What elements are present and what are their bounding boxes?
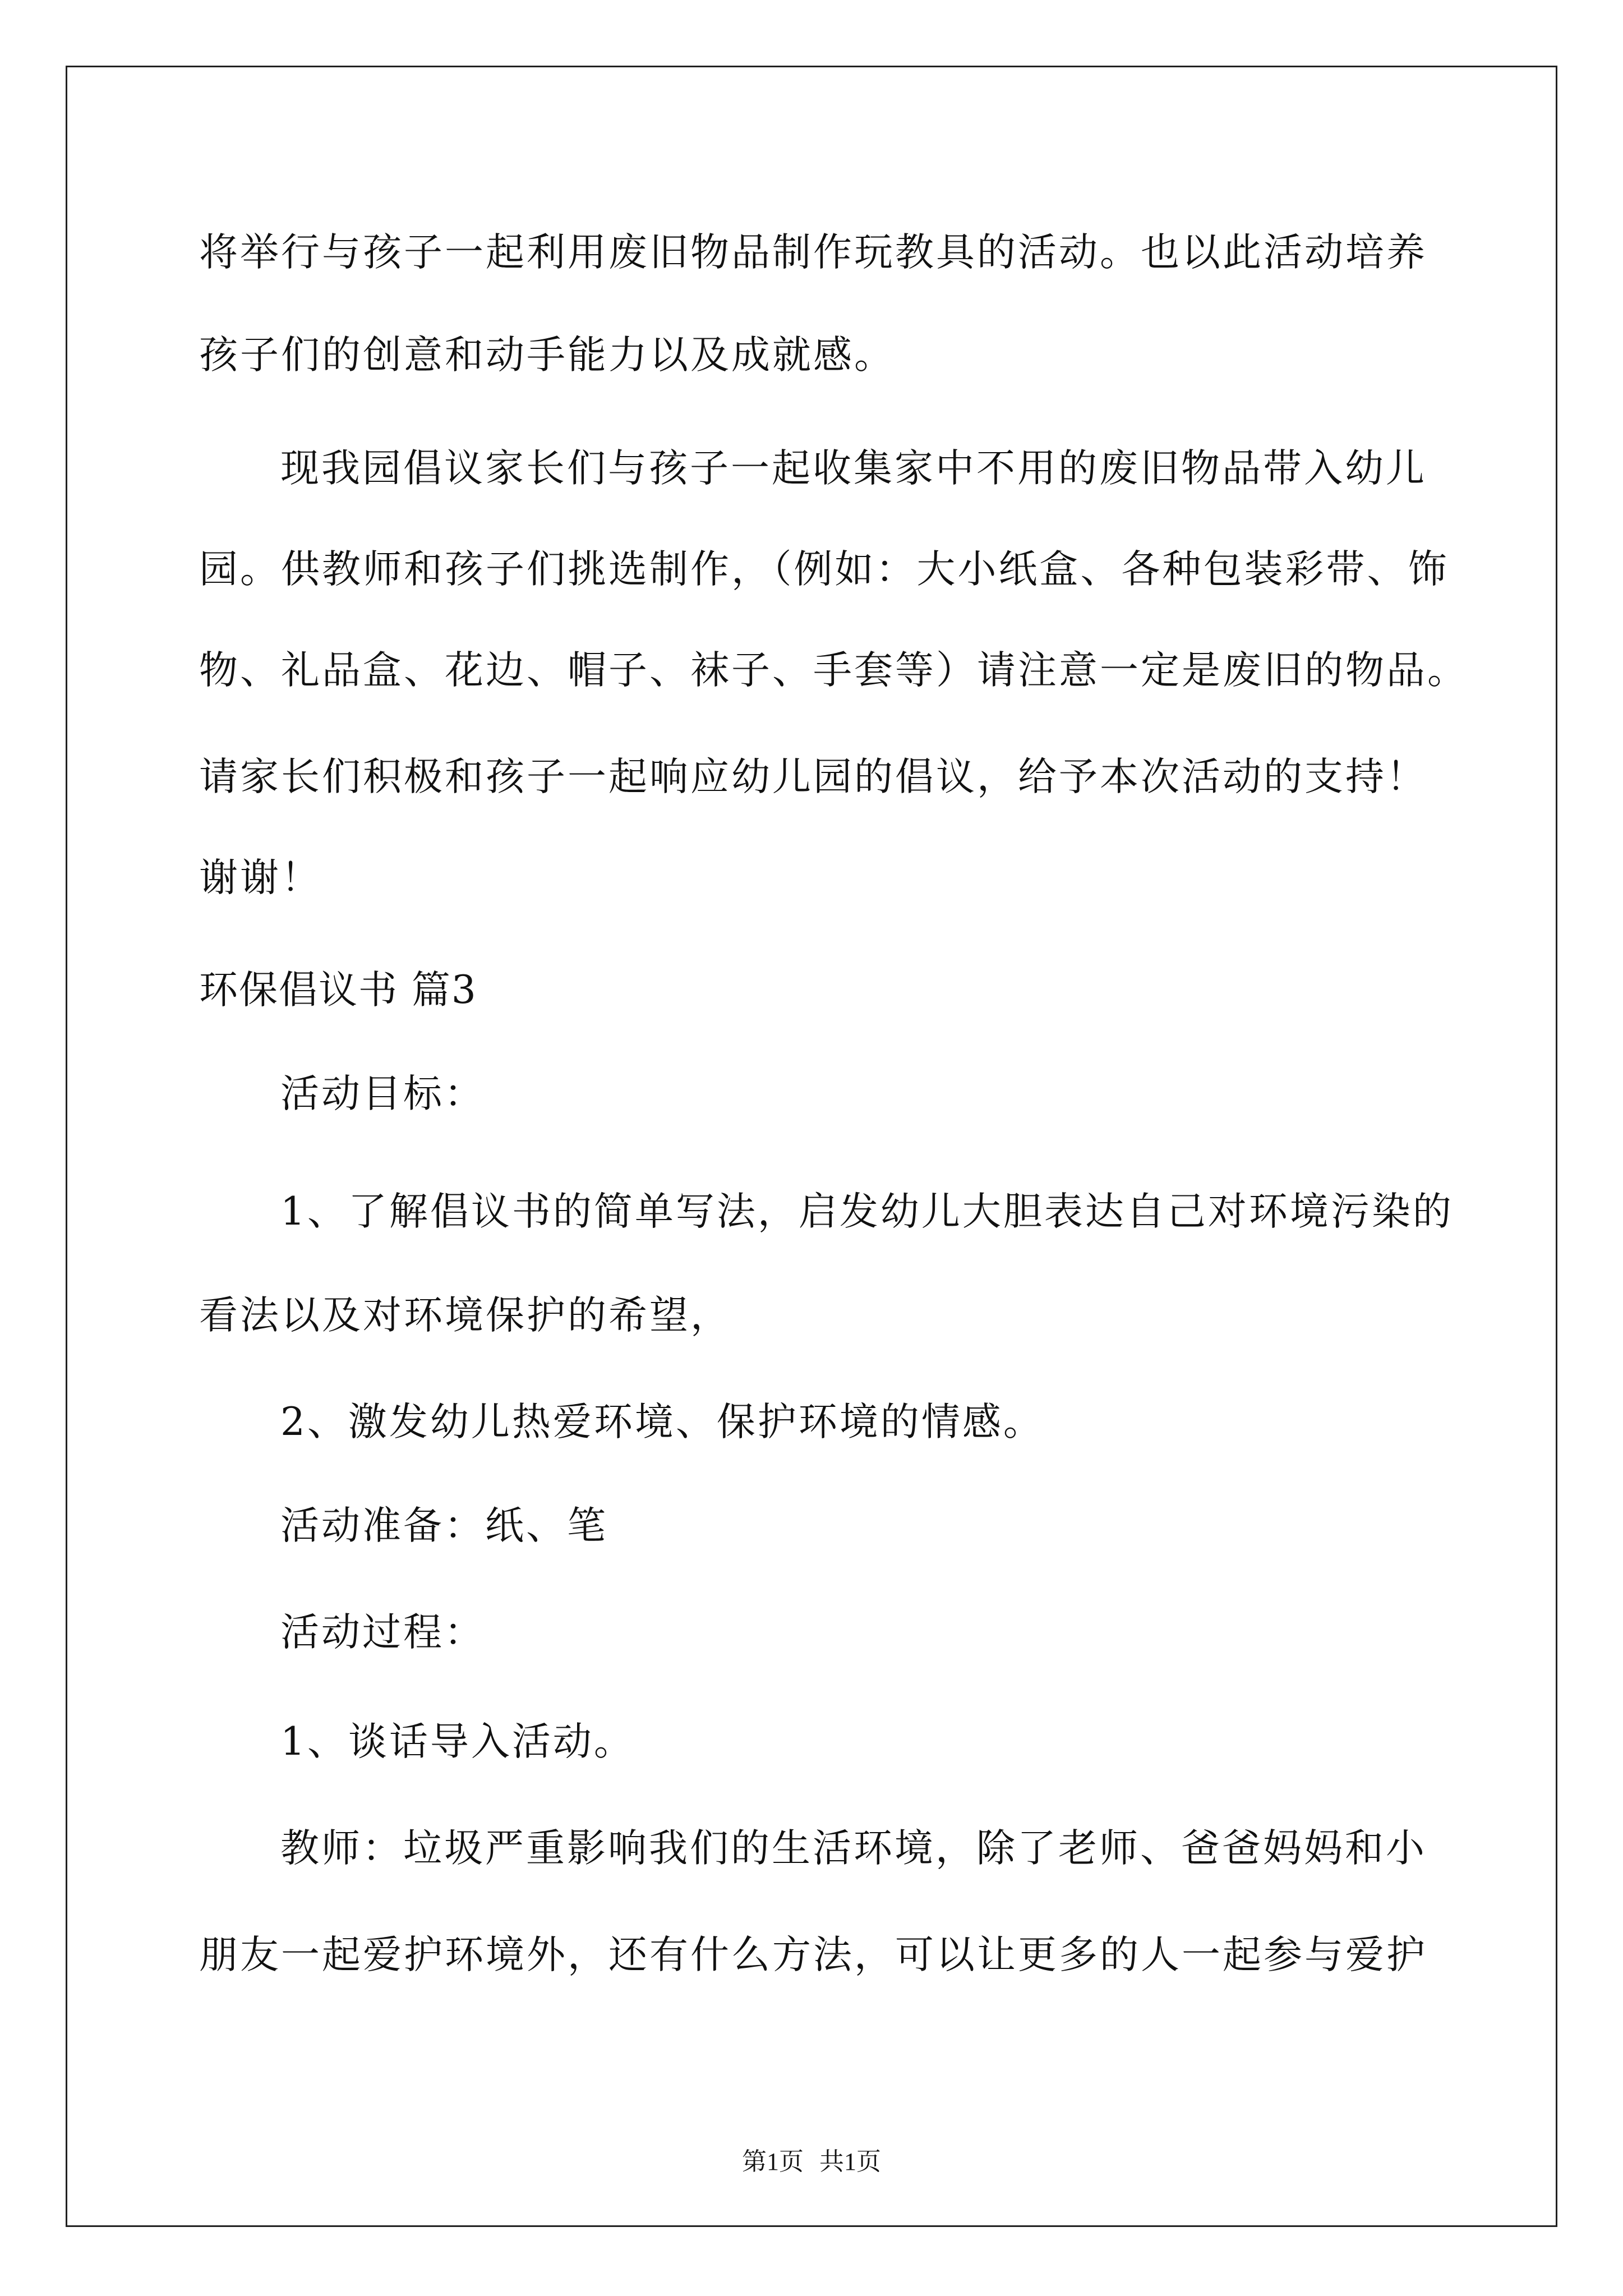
- paragraph-line: 教师：垃圾严重影响我们的生活环境，除了老师、爸爸妈妈和小: [280, 1826, 1427, 1871]
- paragraph-line: 活动目标：: [280, 1071, 485, 1116]
- paragraph-line: 1、谈话导入活动。: [280, 1719, 635, 1764]
- paragraph-line: 活动过程：: [280, 1610, 485, 1655]
- page-number: 第1页: [742, 2148, 804, 2175]
- paragraph-line: 请家长们积极和孩子一起响应幼儿园的倡议，给予本次活动的支持！: [199, 754, 1427, 799]
- paragraph-line: 看法以及对环境保护的希望，: [199, 1293, 731, 1338]
- paragraph-line: 活动准备：纸、笔: [280, 1503, 608, 1548]
- section-heading: 环保倡议书 篇3: [199, 968, 477, 1013]
- paragraph-line: 孩子们的创意和动手能力以及成就感。: [199, 333, 895, 378]
- paragraph-line: 谢谢！: [199, 855, 322, 900]
- paragraph-line: 园。供教师和孩子们挑选制作，（例如：大小纸盒、各种包装彩带、饰: [199, 547, 1449, 592]
- paragraph-line: 物、礼品盒、花边、帽子、袜子、手套等）请注意一定是废旧的物品。: [199, 648, 1468, 693]
- page-total: 共1页: [819, 2148, 881, 2175]
- paragraph-line: 2、激发幼儿热爱环境、保护环境的情感。: [280, 1400, 1044, 1444]
- paragraph-line: 朋友一起爱护环境外，还有什么方法，可以让更多的人一起参与爱护: [199, 1932, 1427, 1977]
- paragraph-line: 1、了解倡议书的简单写法，启发幼儿大胆表达自己对环境污染的: [280, 1189, 1454, 1234]
- page-frame: [66, 66, 1557, 2227]
- paragraph-line: 现我园倡议家长们与孩子一起收集家中不用的废旧物品带入幼儿: [280, 446, 1427, 491]
- page-footer: [0, 2145, 1623, 2179]
- paragraph-line: 将举行与孩子一起利用废旧物品制作玩教具的活动。也以此活动培养: [199, 230, 1427, 275]
